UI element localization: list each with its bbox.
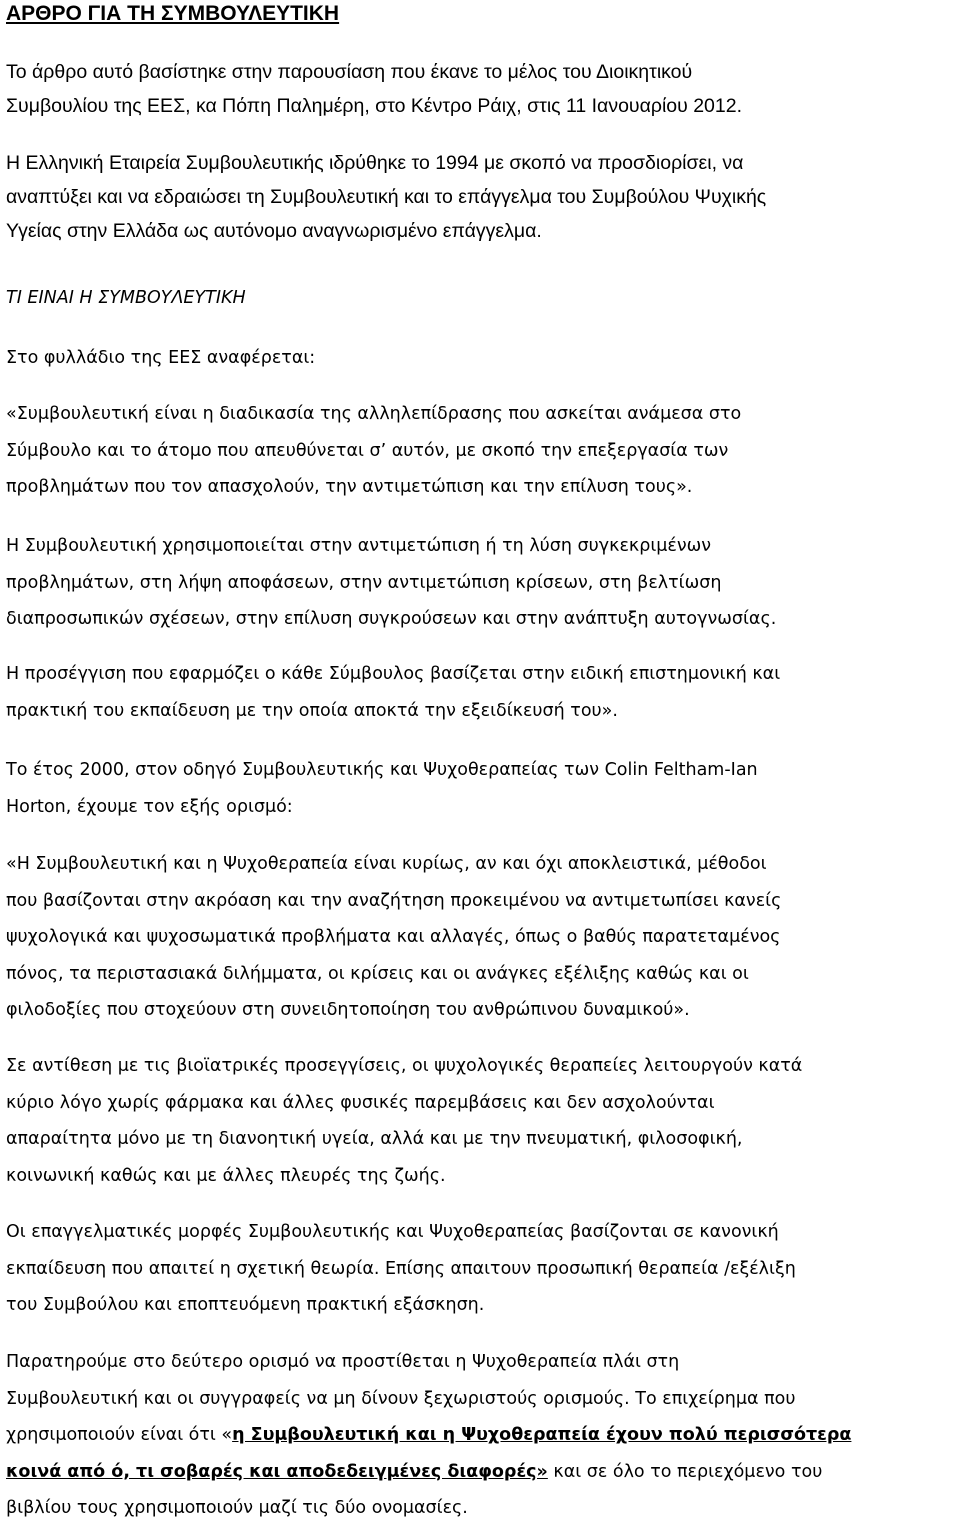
text-line: πόνος, τα περιστασιακά διλήμματα, οι κρίσεις και οι ανάγκες εξέλιξης καθώς και οι [6, 963, 749, 984]
text-line: Σε αντίθεση με τις βιοϊατρικές προσεγγίσεις, οι ψυχολογικές θεραπείες λειτουργούν κατά [6, 1056, 803, 1076]
contrast-paragraph [6, 1048, 956, 1194]
article-title: ΑΡΘΡΟ ΓΙΑ ΤΗ ΣΥΜΒΟΥΛΕΥΤΙΚΗ [6, 2, 340, 25]
text-line: Παρατηρούμε στο δεύτερο ορισμό να προστίθεται η Ψυχοθεραπεία πλάι στη [6, 1352, 680, 1372]
text-line: προβλημάτων, στη λήψη αποφάσεων, στην αντιμετώπιση κρίσεων, στη βελτίωση [6, 572, 722, 593]
observation-suffix: και σε όλο το περιεχόμενο του [547, 1461, 823, 1482]
text-line: Συμβουλίου της ΕΕΣ, κα Πόπη Παλημέρη, στο Κέντρο Ράιχ, στις 11 Ιανουαρίου 2012. [6, 95, 743, 117]
text-line: Horton, έχουμε τον εξής ορισμό: [6, 796, 293, 817]
observation-paragraph [6, 1344, 956, 1527]
emphasized-quote: κοινά από ό, τι σοβαρές και αποδεδειγμένες διαφορές» [6, 1461, 548, 1482]
professional-paragraph [6, 1214, 956, 1324]
text-line: Το άρθρο αυτό βασίστηκε στην παρουσίαση που έκανε το μέλος του Διοικητικού [6, 61, 693, 83]
text-line: πρακτική του εκπαίδευση με την οποία αποκτά την εξειδίκευσή του». [6, 700, 618, 721]
text-line: προβλημάτων που τον απασχολούν, την αντιμετώπιση και την επίλυση τους». [6, 477, 693, 497]
text-line: φιλοδοξίες που στοχεύουν στη συνειδητοποίηση του ανθρώπινου δυναμικού». [6, 1000, 690, 1020]
feltham-definition-paragraph [6, 846, 956, 1029]
text-line: Η Ελληνική Εταιρεία Συμβουλευτικής ιδρύθηκε το 1994 με σκοπό να προσδιορίσει, να [6, 152, 744, 174]
text-line: Οι επαγγελματικές μορφές Συμβουλευτικής και Ψυχοθεραπείας βασίζονται σε κανονική [6, 1222, 779, 1242]
text-line: αναπτύξει και να εδραιώσει τη Συμβουλευτική και το επάγγελμα του Συμβούλου Ψυχικής [6, 186, 767, 208]
text-line: Το έτος 2000, στον οδηγό Συμβουλευτικής και Ψυχοθεραπείας των Colin Feltham-Ian [6, 760, 758, 780]
text-line: κύριο λόγο χωρίς φάρμακα και άλλες φυσικές παρεμβάσεις και δεν ασχολούνται [6, 1092, 715, 1113]
text-line: Υγείας στην Ελλάδα ως αυτόνομο αναγνωρισμένο επάγγελμα. [6, 220, 542, 242]
leaflet-intro: Στο φυλλάδιο της ΕΕΣ αναφέρεται: [6, 348, 316, 368]
text-line: του Συμβούλου και εποπτευόμενη πρακτική εξάσκηση. [6, 1295, 485, 1315]
uses-paragraph [6, 528, 956, 638]
observation-prefix: χρησιμοποιούν είναι ότι « [6, 1425, 233, 1445]
definition-paragraph [6, 396, 956, 506]
text-line: βιβλίου τους χρησιμοποιούν μαζί τις δύο ονομασίες. [6, 1498, 468, 1518]
text-line: Η προσέγγιση που εφαρμόζει ο κάθε Σύμβουλος βασίζεται στην ειδική επιστημονική και [6, 664, 781, 684]
approach-paragraph [6, 656, 956, 729]
emphasized-quote: η Συμβουλευτική και η Ψυχοθεραπεία έχουν πολύ περισσότερα [232, 1425, 852, 1445]
text-line [6, 1417, 956, 1454]
text-line: ψυχολογικά και ψυχοσωματικά προβλήματα και αλλαγές, όπως ο βαθύς παρατεταμένος [6, 927, 781, 947]
text-line [6, 1454, 956, 1491]
intro-paragraph [6, 55, 956, 123]
text-line: Η Συμβουλευτική χρησιμοποιείται στην αντιμετώπιση ή τη λύση συγκεκριμένων [6, 536, 712, 556]
text-line: εκπαίδευση που απαιτεί η σχετική θεωρία. Επίσης απαιτουν προσωπική θεραπεία /εξέλιξη [6, 1258, 796, 1279]
text-line: «Συμβουλευτική είναι η διαδικασία της αλληλεπίδρασης που ασκείται ανάμεσα στο [6, 404, 742, 424]
text-line: Συμβουλευτική και οι συγγραφείς να μη δίνουν ξεχωριστούς ορισμούς. Το επιχείρημα που [6, 1388, 796, 1409]
history-paragraph [6, 146, 956, 248]
year-2000-paragraph [6, 752, 956, 825]
text-line: κοινωνική καθώς και με άλλες πλευρές της ζωής. [6, 1165, 446, 1186]
text-line: Σύμβουλο και το άτομο που απευθύνεται σ’ αυτόν, με σκοπό την επεξεργασία των [6, 440, 729, 461]
text-line: «Η Συμβουλευτική και η Ψυχοθεραπεία είναι κυρίως, αν και όχι αποκλειστικά, μέθοδοι [6, 854, 767, 874]
text-line: διαπροσωπικών σχέσεων, στην επίλυση συγκρούσεων και στην ανάπτυξη αυτογνωσίας. [6, 609, 777, 629]
text-line: απαραίτητα μόνο με τη διανοητική υγεία, αλλά και με την πνευματική, φιλοσοφική, [6, 1129, 743, 1149]
text-line: που βασίζονται στην ακρόαση και την αναζήτηση προκειμένου να αντιμετωπίσει κανείς [6, 890, 782, 911]
section-heading: ΤΙ ΕΙΝΑΙ Η ΣΥΜΒΟΥΛΕΥΤΙΚΗ [6, 288, 246, 308]
